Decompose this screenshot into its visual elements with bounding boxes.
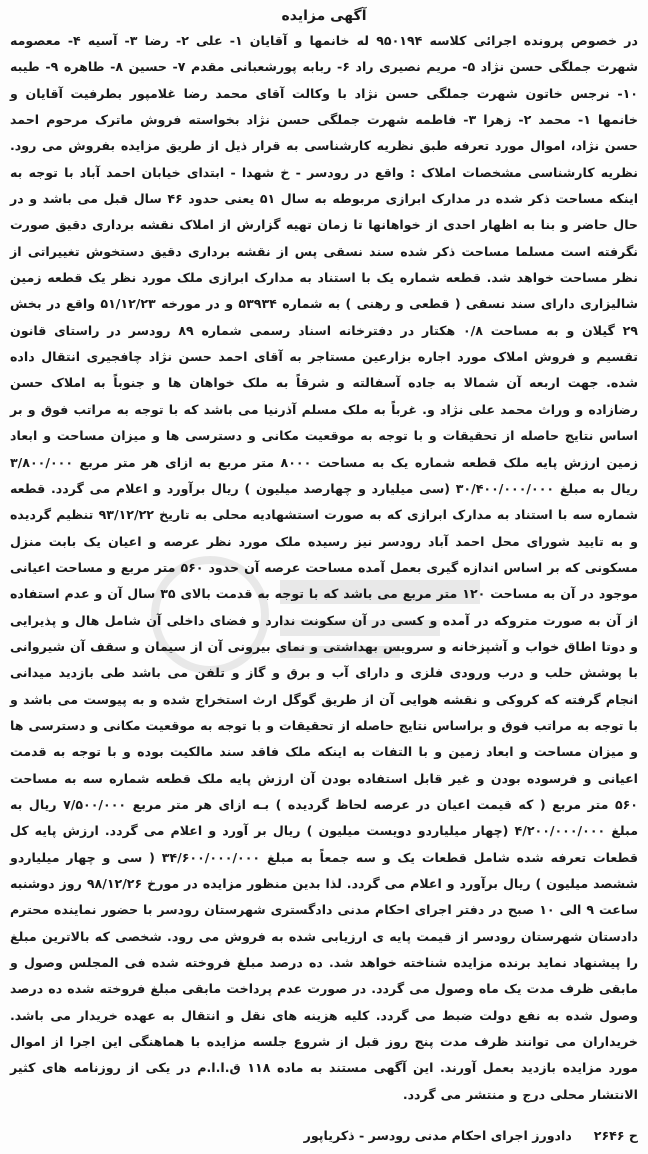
notice-body	[10, 28, 638, 1108]
notice-footer	[10, 1126, 638, 1146]
notice-paragraph: در خصوص پرونده اجرائی کلاسه ۹۵۰۱۹۴ له خانمها و آقایان ۱- علی ۲- رضا ۳- آسیه ۴- معصومه شهرت جملگی حسن نژاد ۵- مریم نصیری راد ۶- ربابه پورشعبانی مقدم ۷- حسین ۸- طاهره ۹- طیبه ۱۰- نرجس خاتون شهرت جملگی حسن نژاد با وکالت آقای محمد رضا غلامپور بطرفیت آقایان و خانمها ۱- محمد ۲- زهرا ۳- فاطمه شهرت جملگی حسن نژاد بخواسته فروش ماترک مرحوم احمد حسن نژاد، اموال مورد تعرفه طبق نظریه کارشناسی به قرار ذیل از طریق مزایده بفروش می رود. نظریه کارشناسی مشخصات املاک : واقع در رودسر - خ شهدا - ابتدای خیابان احمد آباد با توجه به اینکه مساحت ذکر شده در مدارک ابرازی مربوطه به سال ۵۱ یعنی حدود ۴۶ سال قبل می باشد و در حال حاضر و بنا به اظهار احدی از خواهانها تا زمان تهیه گزارش از املاک نقشه برداری دقیق صورت نگرفته است مسلما مساحت ذکر شده سند نسقی پس از نقشه برداری دقیق دستخوش تغییراتی از نظر مساحت خواهد شد. قطعه شماره یک با استناد به مدارک ابرازی ملک مورد نظر یک قطعه زمین شالیزاری دارای سند نسقی ( قطعی و رهنی ) به شماره ۵۳۹۳۴ و در مورخه ۵۱/۱۲/۲۳ واقع در بخش ۲۹ گیلان و به مساحت ۰/۸ هکتار در دفترخانه اسناد رسمی شماره ۸۹ رودسر در راستای قانون تقسیم و فروش املاک مورد اجاره بزارعین مستاجر به آقای احمد حسن نژاد چافجیری انتقال داده شده. جهت اربعه آن شمالا به جاده آسفالته و شرقاً به ملک خواهان ها و جنوباً به املاک حسن رضازاده و وراث محمد علی نژاد و. غرباً به ملک مسلم آذرنیا می باشد که با توجه به مراتب فوق و بر اساس نتایج حاصله از تحقیقات و با توجه به موقعیت مکانی و دسترسی ها و میزان مساحت و ابعاد زمین ارزش پایه ملک قطعه شماره یک به مساحت ۸۰۰۰ متر مربع به ازای هر متر مربع ۳/۸۰۰/۰۰۰ ریال به مبلغ ۳۰/۴۰۰/۰۰۰/۰۰۰ (سی میلیارد و چهارصد میلیون ) ریال برآورد و اعلام می گردد. قطعه شماره سه با استناد به مدارک ابرازی که به صورت استشهادیه محلی به تاریخ ۹۳/۱۲/۲۲ تنظیم گردیده و به تایید شورای محل احمد آباد رودسر نیز رسیده ملک مورد نظر عرصه و اعیان یک بابت منزل مسکونی که بر اساس اندازه گیری بعمل آمده مساحت عرصه آن حدود ۵۶۰ متر مربع و مساحت اعیانی موجود در آن به مساحت ۱۲۰ متر مربع می باشد که با توجه به قدمت بالای ۳۵ سال آن و عدم استفاده از آن به صورت متروکه در آمده و کسی در آن سکونت ندارد و فضای داخلی آن شامل هال و پذیرایی و دوتا اطاق خواب و آشپزخانه و سرویس بهداشتی و نمای بیرونی آن از سیمان و سقف آن شیروانی با پوشش حلب و درب ورودی فلزی و دارای آب و برق و گاز و تلفن می باشد طی بازدید میدانی انجام گرفته که کروکی و نقشه هوایی آن از طریق گوگل ارث استخراج شده و به پیوست می باشد و با توجه به مراتب فوق و براساس نتایج حاصله از تحقیقات و با توجه به موقعیت مکانی و دسترسی ها و میزان مساحت و ابعاد زمین و با التفات به اینکه ملک فاقد سند مالکیت بوده و با توجه به قدمت اعیانی و فرسوده بودن و غیر قابل استفاده بودن آن ارزش پایه ملک قطعه شماره سه به مساحت ۵۶۰ متر مربع ( که قیمت اعیان در عرصه لحاظ گردیده ) بـه ازای هر متر مربع ۷/۵۰۰/۰۰۰ ریال به مبلغ ۴/۲۰۰/۰۰۰/۰۰۰ (چهار میلیاردو دویست میلیون ) ریال بر آورد و اعلام می گردد. ارزش پایه کل قطعات تعرفه شده شامل قطعات یک و سه جمعاً به مبلغ ۳۴/۶۰۰/۰۰۰/۰۰۰ ( سی و چهار میلیاردو ششصد میلیون ) ریال برآورد و اعلام می گردد. لذا بدین منظور مزایده در مورخ ۹۸/۱۲/۲۶ روز دوشنبه ساعت ۹ الی ۱۰ صبح در دفتر اجرای احکام مدنی دادگستری شهرستان رودسر با حضور نماینده محترم دادستان شهرستان رودسر از قیمت پایه ی ارزیابی شده به فروش می رود. شخصی که بالاترین مبلغ را پیشنهاد نماید برنده مزایده شناخته خواهد شد. ده درصد مبلغ فروخته شده فی المجلس وصول و مابقی ظرف مدت یک ماه وصول می گردد. در صورت عدم پرداخت مابقی مبلغ فروخته شده ده درصد وصول شده به نفع دولت ضبط می گردد. کلیه هزینه های نقل و انتقال به عهده خریدار می باشد. خریداران می توانند ظرف مدت پنج روز قبل از شروع جلسه مزایده با هماهنگی این اجرا از اموال مورد مزایده بازدید بعمل آورند. این آگهی مستند به ماده ۱۱۸ ق.ا.ا.م در یکی از روزنامه های کثیر الانتشار محلی درج و منتشر می گردد.	[10, 33, 639, 1102]
notice-code: ح ۲۶۴۶	[593, 1128, 638, 1143]
notice-title: آگهی مزایده	[281, 8, 367, 24]
notice-signature: دادورز اجرای احکام مدنی رودسر - ذکریاپور	[303, 1128, 572, 1143]
